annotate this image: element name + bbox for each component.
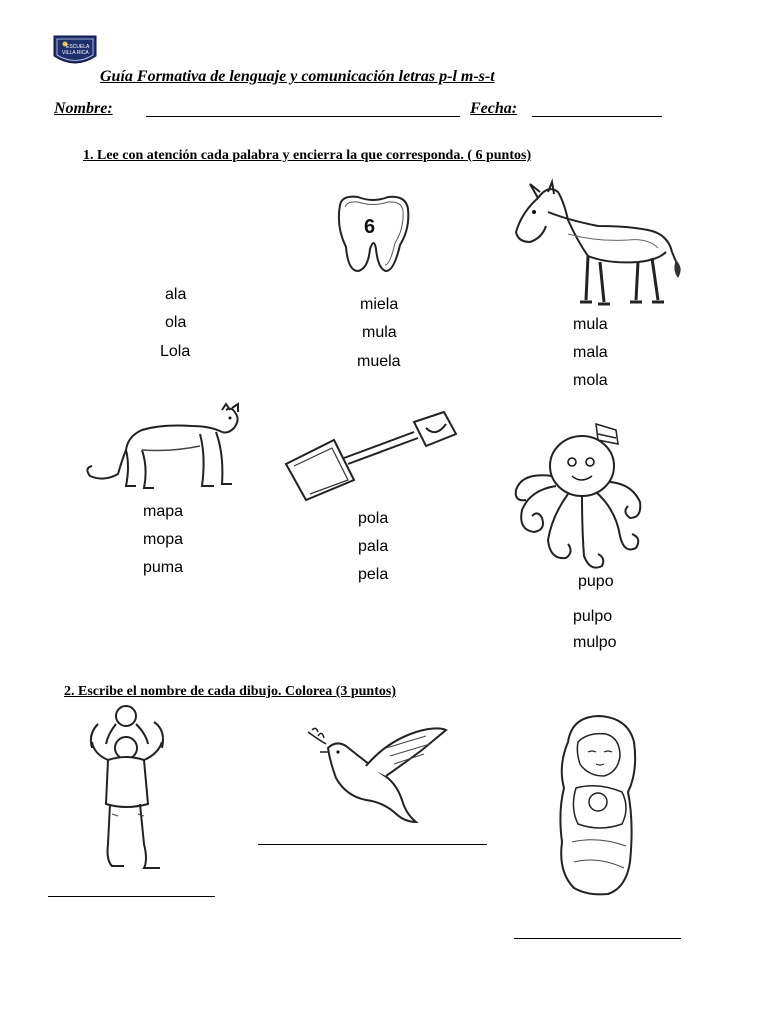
donkey-icon [508,182,684,310]
name-label: Nombre: [54,100,113,117]
option-word[interactable]: pulpo [573,608,613,625]
octopus-icon [512,420,644,576]
mother-baby-icon [548,712,648,896]
shovel-icon [280,410,462,502]
option-word[interactable]: pela [358,566,389,583]
name-line[interactable] [146,116,460,117]
logo-text-1: ESCUELA [66,44,90,50]
date-line[interactable] [532,116,662,117]
tooth-icon [328,193,418,275]
father-child-icon [78,704,174,876]
option-word[interactable]: mulpo [573,634,617,651]
option-word[interactable]: pupo [578,573,614,590]
option-word[interactable]: muela [357,353,401,370]
section1-instruction: 1. Lee con atención cada palabra y encierra la que corresponda. ( 6 puntos) [83,148,532,163]
option-word[interactable]: mola [573,372,608,389]
option-word[interactable]: mula [362,324,397,341]
school-logo [52,34,98,68]
option-word[interactable]: Lola [160,343,191,360]
option-word[interactable]: mula [573,316,608,333]
option-word[interactable]: ala [165,286,187,303]
worksheet-title: Guía Formativa de lenguaje y comunicación letras p-l m-s-t [100,68,495,85]
answer-line-dove[interactable] [258,844,487,845]
date-label: Fecha: [470,100,518,117]
answer-line-mother[interactable] [514,938,681,939]
option-word[interactable]: pola [358,510,389,527]
option-word[interactable]: puma [143,559,184,576]
option-word[interactable]: miela [360,296,399,313]
option-word[interactable]: pala [358,538,389,555]
puma-icon [82,404,242,492]
option-word[interactable]: mopa [143,531,184,548]
option-word[interactable]: ola [165,314,187,331]
answer-line-father[interactable] [48,896,215,897]
option-word[interactable]: mala [573,344,608,361]
logo-text-2: VILLA RICA [62,50,89,56]
option-word[interactable]: mapa [143,503,184,520]
section2-instruction: 2. Escribe el nombre de cada dibujo. Colorea (3 puntos) [64,684,396,699]
svg-text:6: 6 [364,216,376,238]
dove-icon [306,722,450,826]
